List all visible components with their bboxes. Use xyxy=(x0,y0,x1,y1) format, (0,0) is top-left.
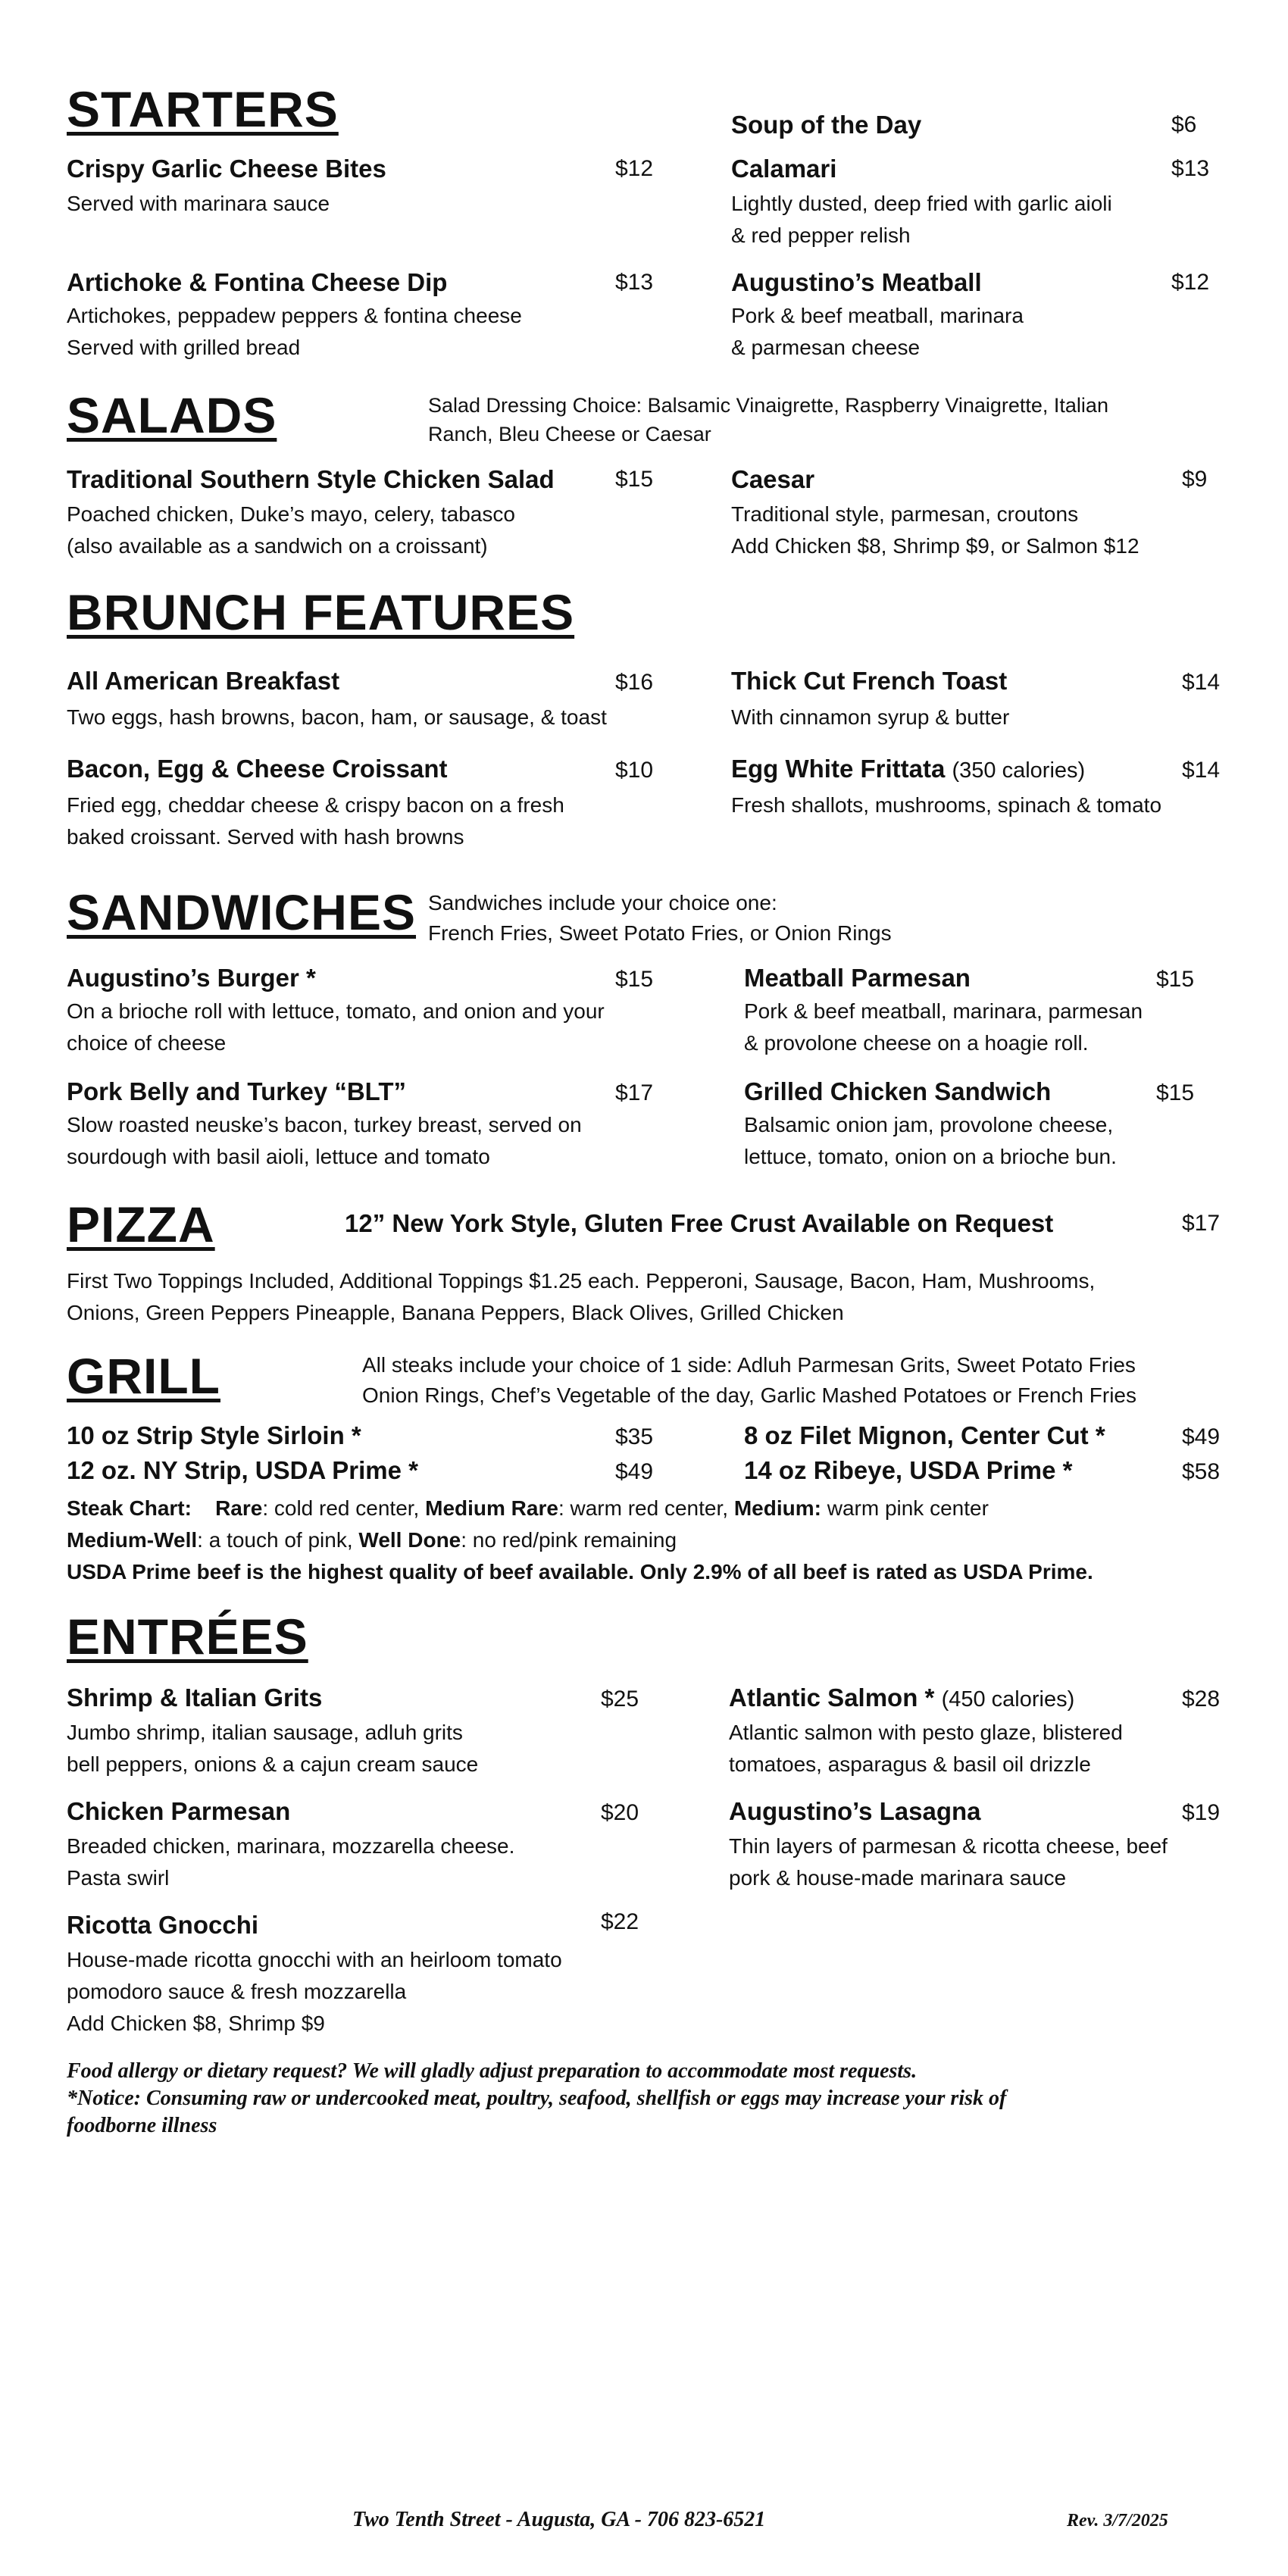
steak-price: $58 xyxy=(1182,1459,1221,1484)
steak-name: 12 oz. NY Strip, USDA Prime * xyxy=(67,1456,418,1484)
menu-item-desc: Fried egg, cheddar cheese & crispy bacon on a fresh xyxy=(67,793,564,817)
menu-item-desc: Artichokes, peppadew peppers & fontina cheese xyxy=(67,304,522,327)
menu-item-name xyxy=(729,1683,1074,1712)
menu-item-price: $6 xyxy=(1171,112,1197,137)
salads-heading: SALADS xyxy=(67,387,277,443)
menu-item-name: Bacon, Egg & Cheese Croissant xyxy=(67,755,448,783)
menu-item-desc: House-made ricotta gnocchi with an heirloom tomato xyxy=(67,1948,562,1971)
menu-item-price: $14 xyxy=(1182,758,1221,783)
menu-item-price: $13 xyxy=(615,270,654,295)
menu-item-desc: Two eggs, hash browns, bacon, ham, or sausage, & toast xyxy=(67,705,607,729)
menu-item-desc: pomodoro sauce & fresh mozzarella xyxy=(67,1980,407,2003)
menu-item-desc: pork & house-made marinara sauce xyxy=(729,1866,1067,1890)
doneness-medium-rare: Medium Rare xyxy=(425,1496,558,1520)
pizza-heading: PIZZA xyxy=(67,1196,215,1252)
menu-item-desc: sourdough with basil aioli, lettuce and tomato xyxy=(67,1145,490,1168)
menu-item-desc: Jumbo shrimp, italian sausage, adluh grits xyxy=(67,1721,463,1744)
menu-item-desc: bell peppers, onions & a cajun cream sauce xyxy=(67,1752,479,1776)
grill-side-note: All steaks include your choice of 1 side: Adluh Parmesan Grits, Sweet Potato Fries xyxy=(362,1353,1136,1377)
brunch-heading: BRUNCH FEATURES xyxy=(67,584,575,640)
menu-item-name: Traditional Southern Style Chicken Salad xyxy=(67,465,555,493)
menu-item-desc: Slow roasted neuske’s bacon, turkey breast, served on xyxy=(67,1113,582,1136)
steak-chart-line-2 xyxy=(67,1524,677,1556)
menu-item-name: Meatball Parmesan xyxy=(744,964,971,992)
menu-item-desc: Breaded chicken, marinara, mozzarella cheese. xyxy=(67,1834,515,1858)
doneness-medium-well-text: : a touch of pink, xyxy=(197,1528,353,1552)
doneness-medium-well: Medium-Well xyxy=(67,1528,198,1552)
doneness-rare-text: : cold red center, xyxy=(262,1496,420,1520)
menu-item-price: $20 xyxy=(601,1800,639,1825)
menu-item-name: Thick Cut French Toast xyxy=(731,667,1008,695)
menu-item-name xyxy=(731,755,1085,783)
menu-item-name: Pork Belly and Turkey “BLT” xyxy=(67,1077,407,1105)
menu-item-price: $15 xyxy=(1156,1080,1195,1105)
menu-item-name: Calamari xyxy=(731,155,837,183)
menu-item-name: Chicken Parmesan xyxy=(67,1797,291,1825)
menu-item-name: Augustino’s Meatball xyxy=(731,268,982,296)
menu-item-desc: Atlantic salmon with pesto glaze, blistered xyxy=(729,1721,1123,1744)
menu-item-name: Caesar xyxy=(731,465,815,493)
menu-item-price: $16 xyxy=(615,670,654,695)
menu-item-price: $15 xyxy=(1156,967,1195,992)
calorie-note: (450 calories) xyxy=(941,1687,1075,1712)
grill-heading: GRILL xyxy=(67,1348,220,1404)
menu-item-price: $28 xyxy=(1182,1687,1221,1712)
menu-item-price: $12 xyxy=(615,156,654,181)
menu-item-name: Soup of the Day xyxy=(731,111,922,139)
menu-item-price: $15 xyxy=(615,967,654,992)
menu-item-price: $14 xyxy=(1182,670,1221,695)
steak-name: 8 oz Filet Mignon, Center Cut * xyxy=(744,1421,1105,1449)
menu-item-name: Crispy Garlic Cheese Bites xyxy=(67,155,386,183)
menu-item-price: $13 xyxy=(1171,156,1210,181)
steak-price: $49 xyxy=(1182,1424,1221,1449)
usda-prime-note: USDA Prime beef is the highest quality of beef available. Only 2.9% of all beef is rated as USDA Prime. xyxy=(67,1560,1093,1583)
sandwiches-heading: SANDWICHES xyxy=(67,884,417,940)
menu-item-desc: baked croissant. Served with hash browns xyxy=(67,825,464,849)
menu-item-desc: Fresh shallots, mushrooms, spinach & tomato xyxy=(731,793,1162,817)
doneness-medium: Medium: xyxy=(733,1496,821,1520)
menu-item-name: Augustino’s Lasagna xyxy=(729,1797,981,1825)
sandwiches-side-note: Sandwiches include your choice one: xyxy=(428,891,777,914)
footer-revision: Rev. 3/7/2025 xyxy=(1067,2511,1168,2531)
doneness-medium-text: warm pink center xyxy=(821,1496,989,1520)
pizza-toppings: Onions, Green Peppers Pineapple, Banana Peppers, Black Olives, Grilled Chicken xyxy=(67,1301,844,1324)
menu-item-desc: Served with marinara sauce xyxy=(67,192,330,215)
menu-item-desc: choice of cheese xyxy=(67,1031,227,1055)
menu-item-price: $19 xyxy=(1182,1800,1221,1825)
footer-address: Two Tenth Street - Augusta, GA - 706 823-6521 xyxy=(352,2508,766,2531)
doneness-well-done: Well Done xyxy=(358,1528,461,1552)
menu-item-desc: Traditional style, parmesan, croutons xyxy=(731,502,1079,526)
menu-item-price: $15 xyxy=(615,467,654,492)
menu-item-desc: With cinnamon syrup & butter xyxy=(731,705,1010,729)
menu-item-desc: & provolone cheese on a hoagie roll. xyxy=(744,1031,1089,1055)
menu-item-desc: lettuce, tomato, onion on a brioche bun. xyxy=(744,1145,1117,1168)
menu-item-price: $10 xyxy=(615,758,654,783)
calorie-note: (350 calories) xyxy=(952,758,1086,783)
sandwiches-side-note: French Fries, Sweet Potato Fries, or Onion Rings xyxy=(428,921,892,945)
steak-chart-line-1 xyxy=(67,1493,989,1524)
menu-item-desc: Served with grilled bread xyxy=(67,336,301,359)
disclaimer-line: *Notice: Consuming raw or undercooked meat, poultry, seafood, shellfish or eggs may increase your risk of xyxy=(67,2087,1007,2110)
steak-name: 14 oz Ribeye, USDA Prime * xyxy=(744,1456,1073,1484)
menu-item-desc: On a brioche roll with lettuce, tomato, and onion and your xyxy=(67,999,605,1023)
menu-item-desc: tomatoes, asparagus & basil oil drizzle xyxy=(729,1752,1091,1776)
menu-item-name: Grilled Chicken Sandwich xyxy=(744,1077,1052,1105)
salads-dressing-note: Ranch, Bleu Cheese or Caesar xyxy=(428,423,711,445)
menu-item-price: $22 xyxy=(601,1909,639,1934)
menu-item-name: Shrimp & Italian Grits xyxy=(67,1683,323,1712)
menu-item-price: $9 xyxy=(1182,467,1208,492)
steak-price: $35 xyxy=(615,1424,654,1449)
menu-item-desc: Poached chicken, Duke’s mayo, celery, tabasco xyxy=(67,502,515,526)
menu-item-desc: & parmesan cheese xyxy=(731,336,921,359)
menu-item-desc: Pasta swirl xyxy=(67,1866,170,1890)
menu-item-name: Artichoke & Fontina Cheese Dip xyxy=(67,268,448,296)
menu-item-name-text: Egg White Frittata xyxy=(731,755,946,783)
menu-item-desc: Thin layers of parmesan & ricotta cheese, beef xyxy=(729,1834,1168,1858)
menu-item-price: $12 xyxy=(1171,270,1210,295)
menu-item-name: All American Breakfast xyxy=(67,667,340,695)
disclaimer-line: Food allergy or dietary request? We will gladly adjust preparation to accommodate most requests. xyxy=(67,2059,918,2083)
menu-item-desc: Add Chicken $8, Shrimp $9, or Salmon $12 xyxy=(731,534,1140,558)
menu-item-desc: Add Chicken $8, Shrimp $9 xyxy=(67,2012,325,2035)
doneness-medium-rare-text: : warm red center, xyxy=(558,1496,729,1520)
grill-side-note: Onion Rings, Chef’s Vegetable of the day, Garlic Mashed Potatoes or French Fries xyxy=(362,1383,1136,1407)
steak-chart-label: Steak Chart: xyxy=(67,1496,192,1520)
menu-item-name-text: Atlantic Salmon * xyxy=(729,1683,935,1712)
pizza-headline: 12” New York Style, Gluten Free Crust Available on Request xyxy=(345,1209,1054,1237)
steak-price: $49 xyxy=(615,1459,654,1484)
pizza-price: $17 xyxy=(1182,1211,1221,1236)
disclaimer-line: foodborne illness xyxy=(67,2114,217,2137)
menu-item-desc: Pork & beef meatball, marinara, parmesan xyxy=(744,999,1143,1023)
starters-heading: STARTERS xyxy=(67,81,339,137)
allergy-disclaimer xyxy=(67,2058,1249,2140)
menu-item-desc: Pork & beef meatball, marinara xyxy=(731,304,1024,327)
menu-item-desc: Balsamic onion jam, provolone cheese, xyxy=(744,1113,1114,1136)
menu-item-name: Ricotta Gnocchi xyxy=(67,1911,259,1939)
menu-item-price: $25 xyxy=(601,1687,639,1712)
doneness-rare: Rare xyxy=(215,1496,263,1520)
menu-item-desc: (also available as a sandwich on a croissant) xyxy=(67,534,488,558)
menu-item-price: $17 xyxy=(615,1080,654,1105)
menu-item-name: Augustino’s Burger * xyxy=(67,964,316,992)
menu-item-desc: & red pepper relish xyxy=(731,224,911,247)
pizza-toppings: First Two Toppings Included, Additional Toppings $1.25 each. Pepperoni, Sausage, Bacon, Ham, Mushrooms, xyxy=(67,1269,1096,1293)
salads-dressing-note: Salad Dressing Choice: Balsamic Vinaigrette, Raspberry Vinaigrette, Italian xyxy=(428,394,1108,417)
menu-item-desc: Lightly dusted, deep fried with garlic aioli xyxy=(731,192,1112,215)
steak-name: 10 oz Strip Style Sirloin * xyxy=(67,1421,361,1449)
doneness-well-done-text: : no red/pink remaining xyxy=(461,1528,677,1552)
entrees-heading: ENTRÉES xyxy=(67,1608,308,1665)
